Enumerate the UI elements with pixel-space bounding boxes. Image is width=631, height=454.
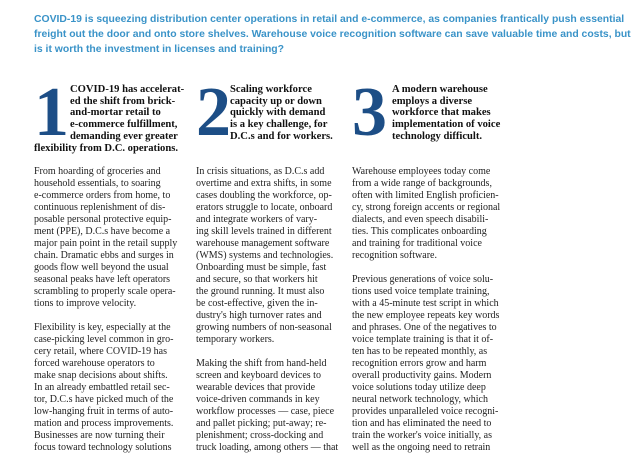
body-line: from a wide range of backgrounds,	[352, 178, 492, 189]
body-line: Warehouse employees today come	[352, 166, 491, 177]
body-line: ties. This complicates onboarding	[352, 226, 487, 237]
paragraph-gap	[196, 346, 338, 358]
body-line: plenishment; cross-docking and	[196, 430, 324, 441]
body-line: continuous replenishment of dis-	[34, 202, 166, 213]
paragraph-gap	[34, 310, 177, 322]
body-line: dustry's high turnover rates and	[196, 310, 322, 321]
heading-line: workforce that makes	[392, 107, 491, 119]
body-line: and secure, so that workers hit	[196, 274, 318, 285]
body-line: screen and keyboard devices to	[196, 370, 321, 381]
body-line: truck loading, among others — that	[196, 442, 339, 453]
body-line: cy, strong foreign accents or regional	[352, 202, 501, 213]
intro-line: freight out the door and onto store shelves. Warehouse voice recognition software can save valuable time and costs, but	[34, 29, 631, 40]
body-line: erators struggle to locate, onboard	[196, 202, 333, 213]
body-line: with a 45-minute test script in which	[352, 298, 499, 309]
section-number: 1	[34, 74, 69, 151]
body-line: ing skill levels trained in different	[196, 226, 332, 237]
body-line: goods flow well beyond the usual	[34, 262, 169, 273]
heading-line: quickly with demand	[230, 107, 326, 119]
body-line: Businesses are now turning their	[34, 430, 165, 441]
body-line: focus toward technology solutions	[34, 442, 172, 453]
body-line: From hoarding of groceries and	[34, 166, 161, 177]
intro-line: COVID-19 is squeezing distribution center operations in retail and e-commerce, as companies frantically push essential	[34, 14, 625, 25]
body-line: recognition software.	[352, 250, 437, 261]
body-line: voice solutions today utilize deep	[352, 382, 486, 393]
heading-line: A modern warehouse	[392, 84, 488, 95]
body-line: neural network technology, which	[352, 394, 488, 405]
heading-line: and-mortar retail to	[70, 107, 161, 119]
heading-line: COVID-19 has accelerat-	[70, 84, 185, 95]
section-number: 3	[352, 74, 387, 151]
body-line: cery retail, where COVID-19 has	[34, 346, 168, 357]
body-line: make snap decisions about shifts.	[34, 370, 168, 381]
section-body	[34, 166, 177, 454]
body-line: and integrate workers of vary-	[196, 214, 318, 225]
body-line: low-hanging fruit in terms of auto-	[34, 406, 174, 417]
body-line: Onboarding must be simple, fast	[196, 262, 327, 273]
body-line: voice template training is that it of-	[352, 334, 494, 345]
body-line: and phrases. One of the negatives to	[352, 322, 497, 333]
body-line: warehouse management software	[196, 238, 330, 249]
heading-line: ed the shift from brick-	[70, 95, 176, 107]
heading-line: flexibility from D.C. operations.	[34, 142, 178, 154]
body-line: case-picking level common in gro-	[34, 334, 174, 345]
section-body	[196, 166, 338, 454]
intro-line: is it worth the investment in licenses and training?	[34, 44, 284, 55]
heading-line: technology difficult.	[392, 130, 483, 142]
body-line: Previous generations of voice solu-	[352, 274, 494, 285]
body-line: Making the shift from hand-held	[196, 358, 327, 369]
body-line: tion and has eliminated the need to	[352, 418, 492, 429]
body-line: workflow processes — case, piece	[196, 406, 335, 417]
paragraph-gap	[352, 262, 500, 274]
body-line: wearable devices that provide	[196, 382, 316, 393]
body-line: growing numbers of non-seasonal	[196, 322, 332, 333]
body-line: scrambling to properly scale opera-	[34, 286, 176, 297]
body-line: well as the ongoing need to retrain	[352, 442, 491, 453]
body-line: overall productivity gains. Modern	[352, 370, 492, 381]
body-line: the new employee repeats key words	[352, 310, 500, 321]
body-line: and pallet picking; put-away; re-	[196, 418, 327, 429]
heading-line: demanding ever greater	[70, 130, 178, 142]
body-line: voice-driven commands in key	[196, 394, 320, 405]
heading-line: Scaling workforce	[230, 84, 312, 95]
body-line: household essentials, to soaring	[34, 178, 161, 189]
column-1	[34, 74, 185, 453]
heading-line: is a key challenge, for	[230, 119, 328, 131]
body-line: dialects, and even speech disabili-	[352, 214, 489, 225]
body-line: train the worker's voice initially, as	[352, 430, 492, 441]
body-line: tions used voice template training,	[352, 286, 490, 297]
body-line: ment (PPE), D.C.s have become a	[34, 226, 171, 237]
heading-line: implementation of voice	[392, 119, 501, 131]
body-line: temporary workers.	[196, 334, 275, 345]
section-number: 2	[196, 74, 231, 151]
body-line: e-commerce orders from home, to	[34, 190, 171, 201]
body-line: tor, D.C.s have picked much of the	[34, 394, 174, 405]
body-line: provides unparalleled voice recogni-	[352, 406, 499, 417]
body-line: Flexibility is key, especially at the	[34, 322, 171, 333]
heading-line: capacity up or down	[230, 95, 322, 107]
body-line: (WMS) systems and technologies.	[196, 250, 334, 261]
section-body	[352, 166, 500, 454]
body-line: often with limited English proficien-	[352, 190, 499, 201]
body-line: forced warehouse operators to	[34, 358, 155, 369]
body-line: be cost-effective, given the in-	[196, 298, 318, 309]
heading-line: employs a diverse	[392, 95, 473, 107]
body-line: overtime and extra shifts, in some	[196, 178, 332, 189]
column-2	[196, 74, 348, 453]
body-line: tions to improve velocity.	[34, 298, 137, 309]
body-line: mation and process improvements.	[34, 418, 174, 429]
body-line: ten has to be repeated monthly, as	[352, 346, 488, 357]
body-line: cases doubling the workforce, op-	[196, 190, 332, 201]
column-3	[352, 74, 512, 453]
body-line: major pain point in the retail supply	[34, 238, 178, 249]
body-line: In an already embattled retail sec-	[34, 382, 170, 393]
body-line: chain. Dramatic ebbs and surges in	[34, 250, 174, 261]
body-line: posable personal protective equip-	[34, 214, 172, 225]
body-line: In crisis situations, as D.C.s add	[196, 166, 325, 177]
body-line: seasonal peaks have left operators	[34, 274, 171, 285]
heading-line: e-commerce fulfillment,	[70, 119, 178, 131]
heading-line: D.C.s and for workers.	[230, 130, 333, 142]
body-line: recognition errors grow and harm	[352, 358, 487, 369]
intro-paragraph	[34, 12, 631, 57]
body-line: and training for traditional voice	[352, 238, 482, 249]
body-line: the ground running. It must also	[196, 286, 325, 297]
